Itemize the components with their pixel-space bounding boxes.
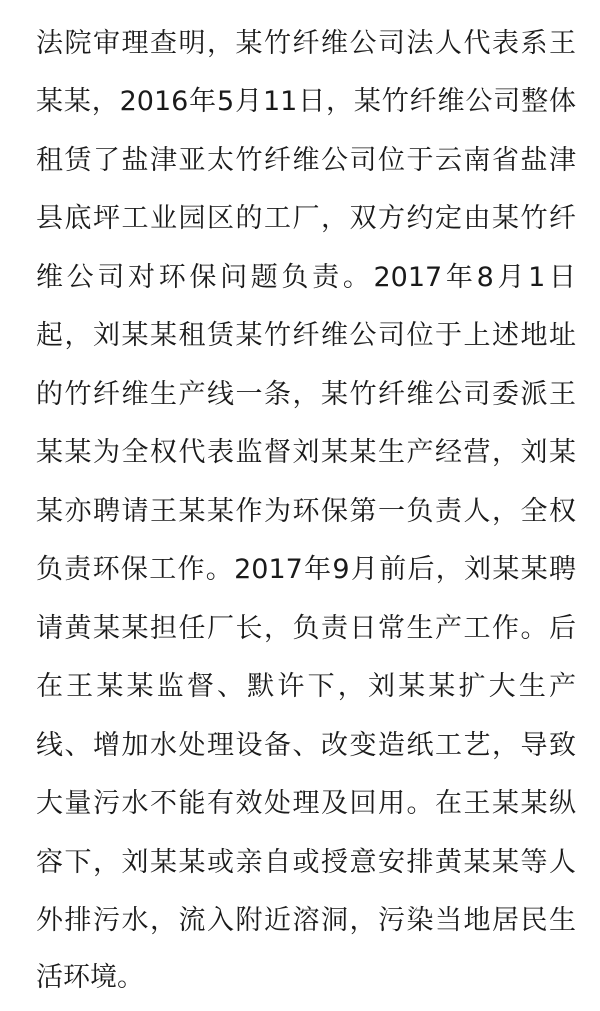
article-line: 请黄某某担任厂长，负责日常生产工作。后 (36, 613, 576, 644)
article-line: 外排污水，流入附近溶洞，污染当地居民生 (36, 905, 576, 936)
article-line: 维公司对环保问题负责。2017年8月1日 (36, 262, 576, 293)
article-line: 的竹纤维生产线一条，某竹纤维公司委派王 (36, 379, 576, 410)
article-line: 租赁了盐津亚太竹纤维公司位于云南省盐津 (36, 145, 576, 176)
article-line: 法院审理查明，某竹纤维公司法人代表系王 (36, 28, 576, 59)
article-line: 容下，刘某某或亲自或授意安排黄某某等人 (36, 847, 576, 878)
article-line: 在王某某监督、默许下，刘某某扩大生产 (36, 671, 576, 702)
article-line: 某亦聘请王某某作为环保第一负责人，全权 (36, 496, 576, 527)
article-line: 大量污水不能有效处理及回用。在王某某纵 (36, 788, 576, 819)
article-line: 线、增加水处理设备、改变造纸工艺，导致 (36, 730, 576, 761)
article-line: 起，刘某某租赁某竹纤维公司位于上述地址 (36, 320, 576, 351)
article-line: 县底坪工业园区的工厂，双方约定由某竹纤 (36, 203, 576, 234)
article-line: 某某为全权代表监督刘某某生产经营，刘某 (36, 437, 576, 468)
article-line: 某某，2016年5月11日，某竹纤维公司整体 (36, 86, 576, 117)
article-line: 活环境。 (36, 962, 144, 993)
article-line: 负责环保工作。2017年9月前后，刘某某聘 (36, 554, 576, 585)
